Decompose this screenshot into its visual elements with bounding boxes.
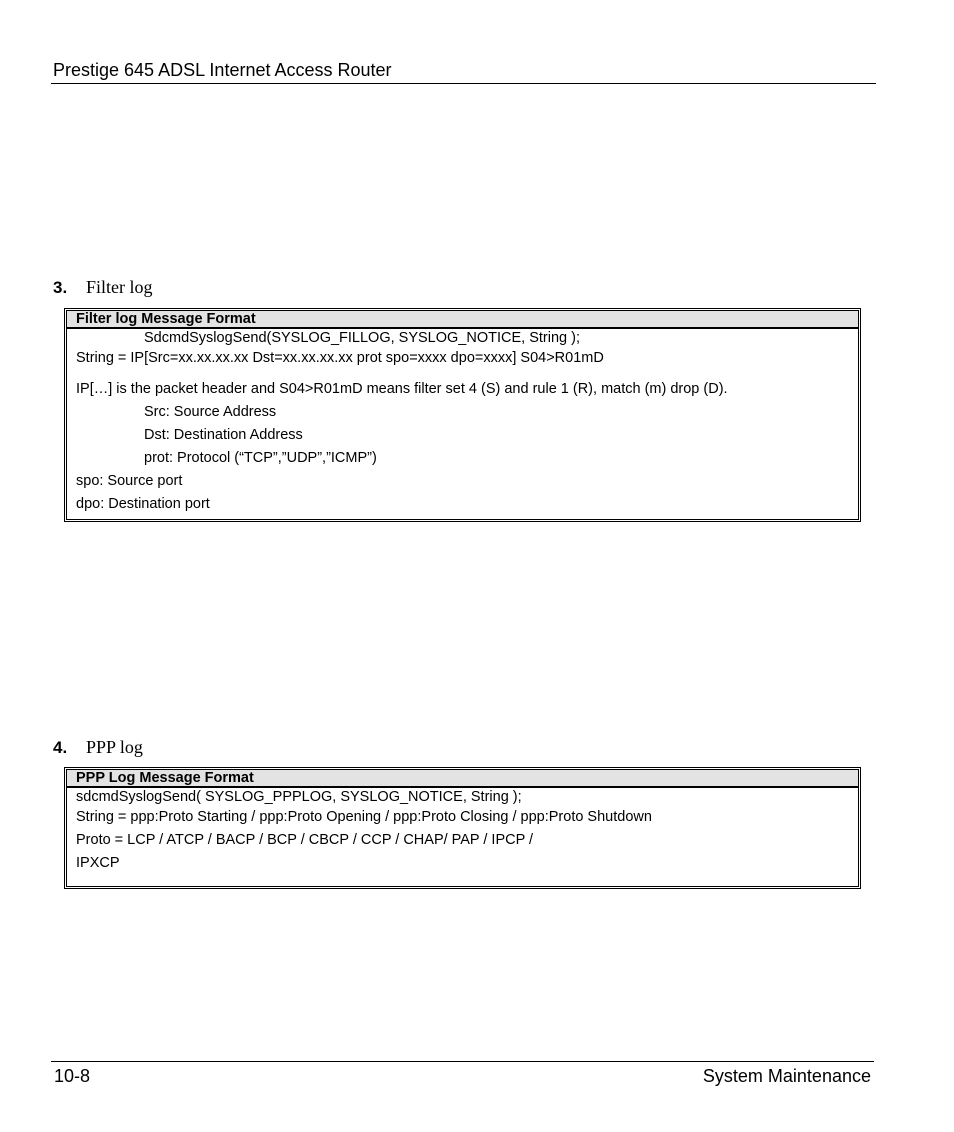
section-heading-ppp-log xyxy=(53,736,143,759)
field-description: spo: Source port xyxy=(76,473,183,489)
page-footer xyxy=(51,1061,874,1090)
code-line: String = IP[Src=xx.xx.xx.xx Dst=xx.xx.xx.xx prot spo=xxxx dpo=xxxx] S04>R01mD xyxy=(76,350,604,366)
section-heading-filter-log xyxy=(53,276,153,299)
ppp-log-format-table xyxy=(64,767,861,889)
field-description: Dst: Destination Address xyxy=(144,427,303,443)
code-line: SdcmdSyslogSend(SYSLOG_FILLOG, SYSLOG_NOTICE, String ); xyxy=(144,330,580,346)
table-body xyxy=(67,329,858,516)
page-header xyxy=(51,59,876,84)
field-description: dpo: Destination port xyxy=(76,496,210,512)
section-title: PPP log xyxy=(86,737,143,757)
code-line: String = ppp:Proto Starting / ppp:Proto Opening / ppp:Proto Closing / ppp:Proto Shutdown xyxy=(76,809,652,825)
description-line: IP[…] is the packet header and S04>R01mD means filter set 4 (S) and rule 1 (R), match (m) drop (D). xyxy=(76,381,728,397)
field-description: Src: Source Address xyxy=(144,404,277,420)
code-line: IPXCP xyxy=(76,855,120,871)
table-body xyxy=(67,788,858,875)
table-title: PPP Log Message Format xyxy=(67,770,858,788)
chapter-name: System Maintenance xyxy=(702,1066,871,1086)
section-number: 4. xyxy=(53,738,68,757)
page-number: 10-8 xyxy=(54,1066,91,1086)
document-title: Prestige 645 ADSL Internet Access Router xyxy=(53,60,392,80)
filter-log-format-table xyxy=(64,308,861,522)
code-line: sdcmdSyslogSend( SYSLOG_PPPLOG, SYSLOG_NOTICE, String ); xyxy=(76,789,522,805)
section-number: 3. xyxy=(53,278,68,297)
table-title: Filter log Message Format xyxy=(67,311,858,329)
field-description: prot: Protocol (“TCP”,”UDP”,”ICMP”) xyxy=(144,450,377,466)
code-line: Proto = LCP / ATCP / BACP / BCP / CBCP / CCP / CHAP/ PAP / IPCP / xyxy=(76,832,534,848)
section-title: Filter log xyxy=(86,277,153,297)
